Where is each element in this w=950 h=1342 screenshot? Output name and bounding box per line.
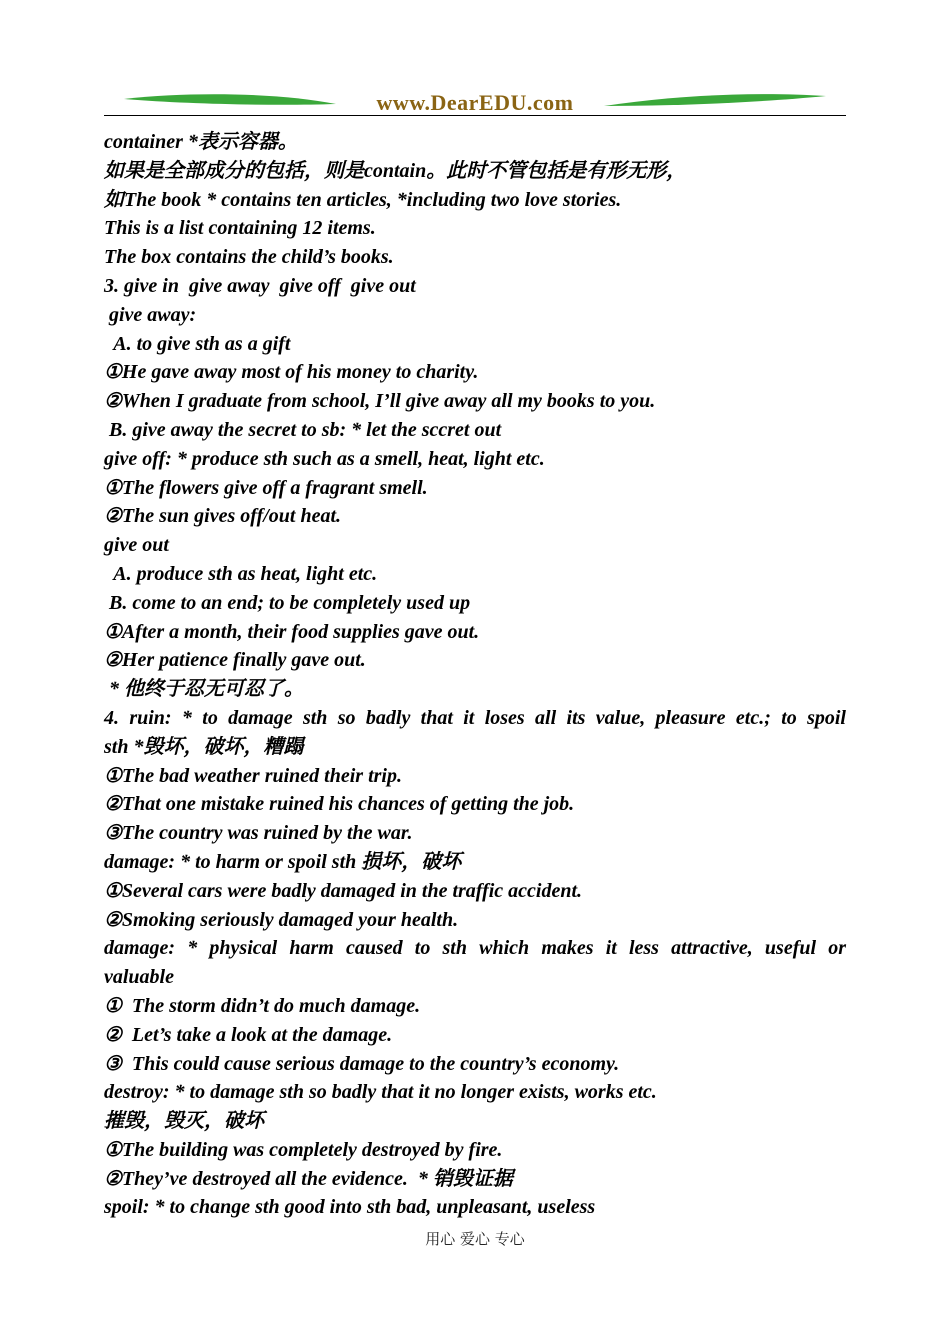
text-line: give off: * produce sth such as a smell, heat, light etc. <box>104 447 545 470</box>
text-line: 3. give in give away give off give out <box>104 274 416 297</box>
text-line: ①The building was completely destroyed by fire. <box>104 1138 503 1161</box>
page-header <box>104 86 846 120</box>
text-line: ②When I graduate from school, I’ll give away all my books to you. <box>104 390 656 413</box>
text-line: destroy: * to damage sth so badly that it no longer exists, works etc. <box>104 1081 657 1104</box>
text-line: damage: * physical harm caused to sth which makes it less attractive, useful or <box>104 937 846 960</box>
text-line: ② Let’s take a look at the damage. <box>104 1023 393 1046</box>
text-line: ②They’ve destroyed all the evidence. * 销毁证据 <box>104 1167 513 1190</box>
text-line: 摧毁，毁灭，破坏 <box>104 1110 264 1133</box>
brand-logo: www.DearEDU.com <box>376 90 574 115</box>
text-line: spoil: * to change sth good into sth bad, unpleasant, useless <box>104 1196 596 1219</box>
text-line: The box contains the child’s books. <box>104 246 394 269</box>
text-line: * 他终于忍无可忍了。 <box>104 678 304 701</box>
text-line: 4. ruin: * to damage sth so badly that it loses all its value, pleasure etc.; to spoil <box>104 706 846 729</box>
text-line: give away: <box>104 303 197 326</box>
text-line: sth *毁坏，破坏，糟蹋 <box>104 735 304 758</box>
page-footer: 用心 爱心 专心 <box>425 1230 525 1248</box>
text-line: B. come to an end; to be completely used up <box>104 591 471 614</box>
text-line: ①The flowers give off a fragrant smell. <box>104 476 428 499</box>
text-line: A. to give sth as a gift <box>104 332 291 355</box>
text-line: ①The bad weather ruined their trip. <box>104 764 402 787</box>
text-line: B. give away the secret to sb: * let the sccret out <box>104 418 502 441</box>
text-line: ③ This could cause serious damage to the country’s economy. <box>104 1052 620 1075</box>
text-line: valuable <box>104 966 174 989</box>
text-line: damage: * to harm or spoil sth 损坏，破坏 <box>104 850 462 873</box>
text-line: ②Her patience finally gave out. <box>104 649 366 672</box>
document-body <box>104 128 846 1222</box>
text-line: 如The book * contains ten articles, *including two love stories. <box>104 188 622 211</box>
text-line: A. produce sth as heat, light etc. <box>104 562 378 585</box>
left-swoosh <box>124 94 336 105</box>
text-line: 如果是全部成分的包括，则是contain。此时不管包括是有形无形， <box>104 159 687 182</box>
text-line: ②The sun gives off/out heat. <box>104 505 342 528</box>
text-line: ①Several cars were badly damaged in the traffic accident. <box>104 879 583 902</box>
text-line: give out <box>104 534 169 557</box>
text-line: ① The storm didn’t do much damage. <box>104 994 421 1017</box>
right-swoosh <box>604 94 826 106</box>
text-line: container *表示容器。 <box>104 131 298 153</box>
text-line: ①He gave away most of his money to charity. <box>104 361 479 384</box>
text-line: This is a list containing 12 items. <box>104 217 376 240</box>
text-line: ①After a month, their food supplies gave out. <box>104 620 480 643</box>
text-line: ②Smoking seriously damaged your health. <box>104 908 459 931</box>
text-line: ②That one mistake ruined his chances of getting the job. <box>104 793 575 816</box>
text-line: ③The country was ruined by the war. <box>104 822 413 845</box>
